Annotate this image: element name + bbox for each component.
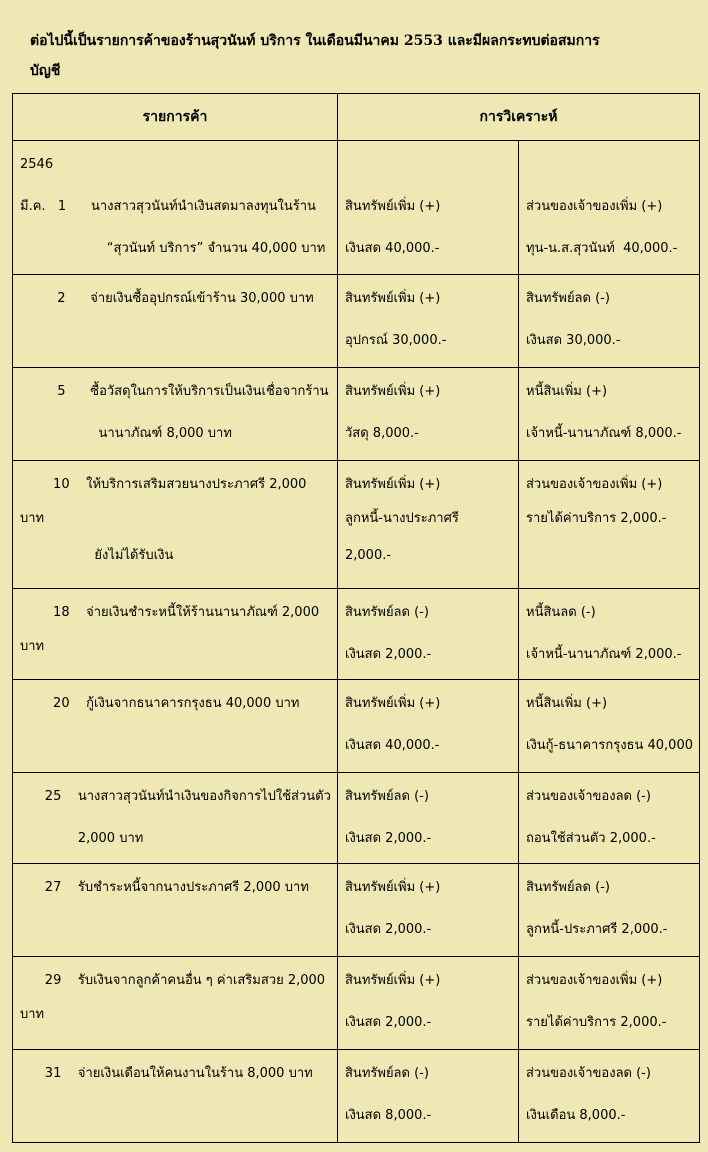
cell-line: หนี้สินเพิ่ม (+) [526, 696, 608, 711]
cell-line: สินทรัพย์ลด (-) [526, 880, 610, 895]
transaction-cell [13, 773, 338, 864]
transaction-cell [13, 957, 338, 1050]
cell-line: เงินสด 2,000.- [345, 1015, 432, 1030]
cell-line: เงินสด 30,000.- [526, 333, 621, 348]
asset-analysis-cell [338, 461, 519, 589]
header-transaction: รายการค้า [13, 94, 338, 141]
equity-analysis-cell [519, 368, 700, 461]
table-row [13, 141, 700, 275]
equity-analysis-cell [519, 957, 700, 1050]
asset-analysis-cell [338, 368, 519, 461]
cell-line: บาท [20, 639, 45, 654]
table-row [13, 680, 700, 773]
cell-line: เงินสด 40,000.- [345, 241, 440, 256]
cell-line: 10 ให้บริการเสริมสวยนางประภาศรี 2,000 [20, 477, 307, 492]
cell-line: เงินสด 2,000.- [345, 831, 432, 846]
equity-analysis-cell [519, 141, 700, 275]
cell-line: รายได้ค่าบริการ 2,000.- [526, 1015, 667, 1030]
equity-analysis-cell [519, 461, 700, 589]
cell-line: 31 จ่ายเงินเดือนให้คนงานในร้าน 8,000 บาท [20, 1066, 313, 1081]
transaction-cell [13, 275, 338, 368]
table-header-row [13, 94, 700, 141]
cell-line: สินทรัพย์เพิ่ม (+) [345, 880, 441, 895]
asset-analysis-cell [338, 773, 519, 864]
transaction-cell [13, 864, 338, 957]
cell-line: 25 นางสาวสุวนันท์นำเงินของกิจการไปใช้ส่วนตัว [20, 789, 331, 804]
cell-line: ลูกหนี้-ประภาศรี 2,000.- [526, 922, 668, 937]
cell-line: มี.ค. 1 นางสาวสุวนันท์นำเงินสดมาลงทุนในร้าน [20, 199, 316, 214]
transaction-cell [13, 1050, 338, 1143]
table-row [13, 773, 700, 864]
transaction-cell [13, 461, 338, 589]
transactions-table [12, 93, 700, 1143]
cell-line: 20 กู้เงินจากธนาคารกรุงธน 40,000 บาท [20, 696, 300, 711]
cell-line [526, 154, 699, 175]
cell-line: ส่วนของเจ้าของลด (-) [526, 1066, 651, 1081]
cell-line: ส่วนของเจ้าของเพิ่ม (+) [526, 199, 663, 214]
cell-line: สินทรัพย์เพิ่ม (+) [345, 477, 441, 492]
cell-line: บาท [20, 1007, 45, 1022]
cell-line: ส่วนของเจ้าของลด (-) [526, 789, 651, 804]
transaction-cell [13, 141, 338, 275]
cell-line: อุปกรณ์ 30,000.- [345, 333, 447, 348]
cell-line: เจ้าหนี้-นานาภัณฑ์ 8,000.- [526, 426, 682, 441]
cell-line: หนี้สินเพิ่ม (+) [526, 384, 608, 399]
asset-analysis-cell [338, 1050, 519, 1143]
table-row [13, 275, 700, 368]
asset-analysis-cell [338, 864, 519, 957]
cell-line: 2,000 บาท [20, 831, 144, 846]
cell-line: 2546 [20, 157, 54, 172]
table-row [13, 589, 700, 680]
cell-line: ยังไม่ได้รับเงิน [20, 548, 174, 563]
cell-line: เจ้าหนี้-นานาภัณฑ์ 2,000.- [526, 647, 682, 662]
cell-line: เงินสด 40,000.- [345, 738, 440, 753]
cell-line: 29 รับเงินจากลูกค้าคนอื่น ๆ ค่าเสริมสวย 2,000 [20, 973, 326, 988]
intro-line-2: บัญชี [30, 63, 61, 79]
cell-line: นานาภัณฑ์ 8,000 บาท [20, 426, 232, 441]
cell-line [20, 735, 337, 756]
equity-analysis-cell [519, 773, 700, 864]
cell-line: หนี้สินลด (-) [526, 605, 596, 620]
cell-line: 5 ซื้อวัสดุในการให้บริการเป็นเงินเชื่อจากร้าน [20, 384, 329, 399]
cell-line: สินทรัพย์ลด (-) [526, 291, 610, 306]
asset-analysis-cell [338, 680, 519, 773]
equity-analysis-cell [519, 275, 700, 368]
transaction-cell [13, 589, 338, 680]
table-row [13, 368, 700, 461]
cell-line [345, 154, 518, 175]
table-row [13, 864, 700, 957]
intro-paragraph [30, 26, 690, 86]
equity-analysis-cell [519, 864, 700, 957]
cell-line: สินทรัพย์เพิ่ม (+) [345, 199, 441, 214]
cell-line: สินทรัพย์เพิ่ม (+) [345, 291, 441, 306]
cell-line: เงินสด 8,000.- [345, 1108, 432, 1123]
cell-line: เงินสด 2,000.- [345, 647, 432, 662]
cell-line: 2,000.- [345, 548, 392, 563]
asset-analysis-cell [338, 957, 519, 1050]
cell-line: ถอนใช้ส่วนตัว 2,000.- [526, 831, 656, 846]
table-row [13, 957, 700, 1050]
asset-analysis-cell [338, 589, 519, 680]
header-analysis: การวิเคราะห์ [338, 94, 700, 141]
transaction-cell [13, 368, 338, 461]
cell-line: ลูกหนี้-นางประภาศรี [345, 511, 459, 526]
equity-analysis-cell [519, 1050, 700, 1143]
asset-analysis-cell [338, 275, 519, 368]
cell-line: สินทรัพย์ลด (-) [345, 605, 429, 620]
intro-line-1: ต่อไปนี้เป็นรายการค้าของร้านสุวนันท์ บริการ ในเดือนมีนาคม 2553 และมีผลกระทบต่อสมการ [30, 33, 600, 49]
cell-line: เงินเดือน 8,000.- [526, 1108, 626, 1123]
cell-line: เงินกู้-ธนาคารกรุงธน 40,000 [526, 738, 693, 753]
cell-line: สินทรัพย์เพิ่ม (+) [345, 696, 441, 711]
table-row [13, 461, 700, 589]
transaction-cell [13, 680, 338, 773]
cell-line: “สุวนันท์ บริการ” จำนวน 40,000 บาท [20, 241, 326, 256]
cell-line: 18 จ่ายเงินชำระหนี้ให้ร้านนานาภัณฑ์ 2,000 [20, 605, 320, 620]
cell-line: รายได้ค่าบริการ 2,000.- [526, 511, 667, 526]
cell-line: สินทรัพย์ลด (-) [345, 789, 429, 804]
cell-line [20, 330, 337, 351]
cell-line: ส่วนของเจ้าของเพิ่ม (+) [526, 477, 663, 492]
cell-line: ทุน-น.ส.สุวนันท์ 40,000.- [526, 241, 678, 256]
cell-line: 2 จ่ายเงินซื้ออุปกรณ์เข้าร้าน 30,000 บาท [20, 291, 314, 306]
equity-analysis-cell [519, 680, 700, 773]
cell-line: บาท [20, 511, 45, 526]
cell-line [20, 919, 337, 940]
cell-line: วัสดุ 8,000.- [345, 426, 419, 441]
table-row [13, 1050, 700, 1143]
cell-line: เงินสด 2,000.- [345, 922, 432, 937]
cell-line [20, 1105, 337, 1126]
cell-line: สินทรัพย์ลด (-) [345, 1066, 429, 1081]
cell-line: สินทรัพย์เพิ่ม (+) [345, 384, 441, 399]
cell-line: ส่วนของเจ้าของเพิ่ม (+) [526, 973, 663, 988]
asset-analysis-cell [338, 141, 519, 275]
cell-line: 27 รับชำระหนี้จากนางประภาศรี 2,000 บาท [20, 880, 309, 895]
equity-analysis-cell [519, 589, 700, 680]
cell-line: สินทรัพย์เพิ่ม (+) [345, 973, 441, 988]
